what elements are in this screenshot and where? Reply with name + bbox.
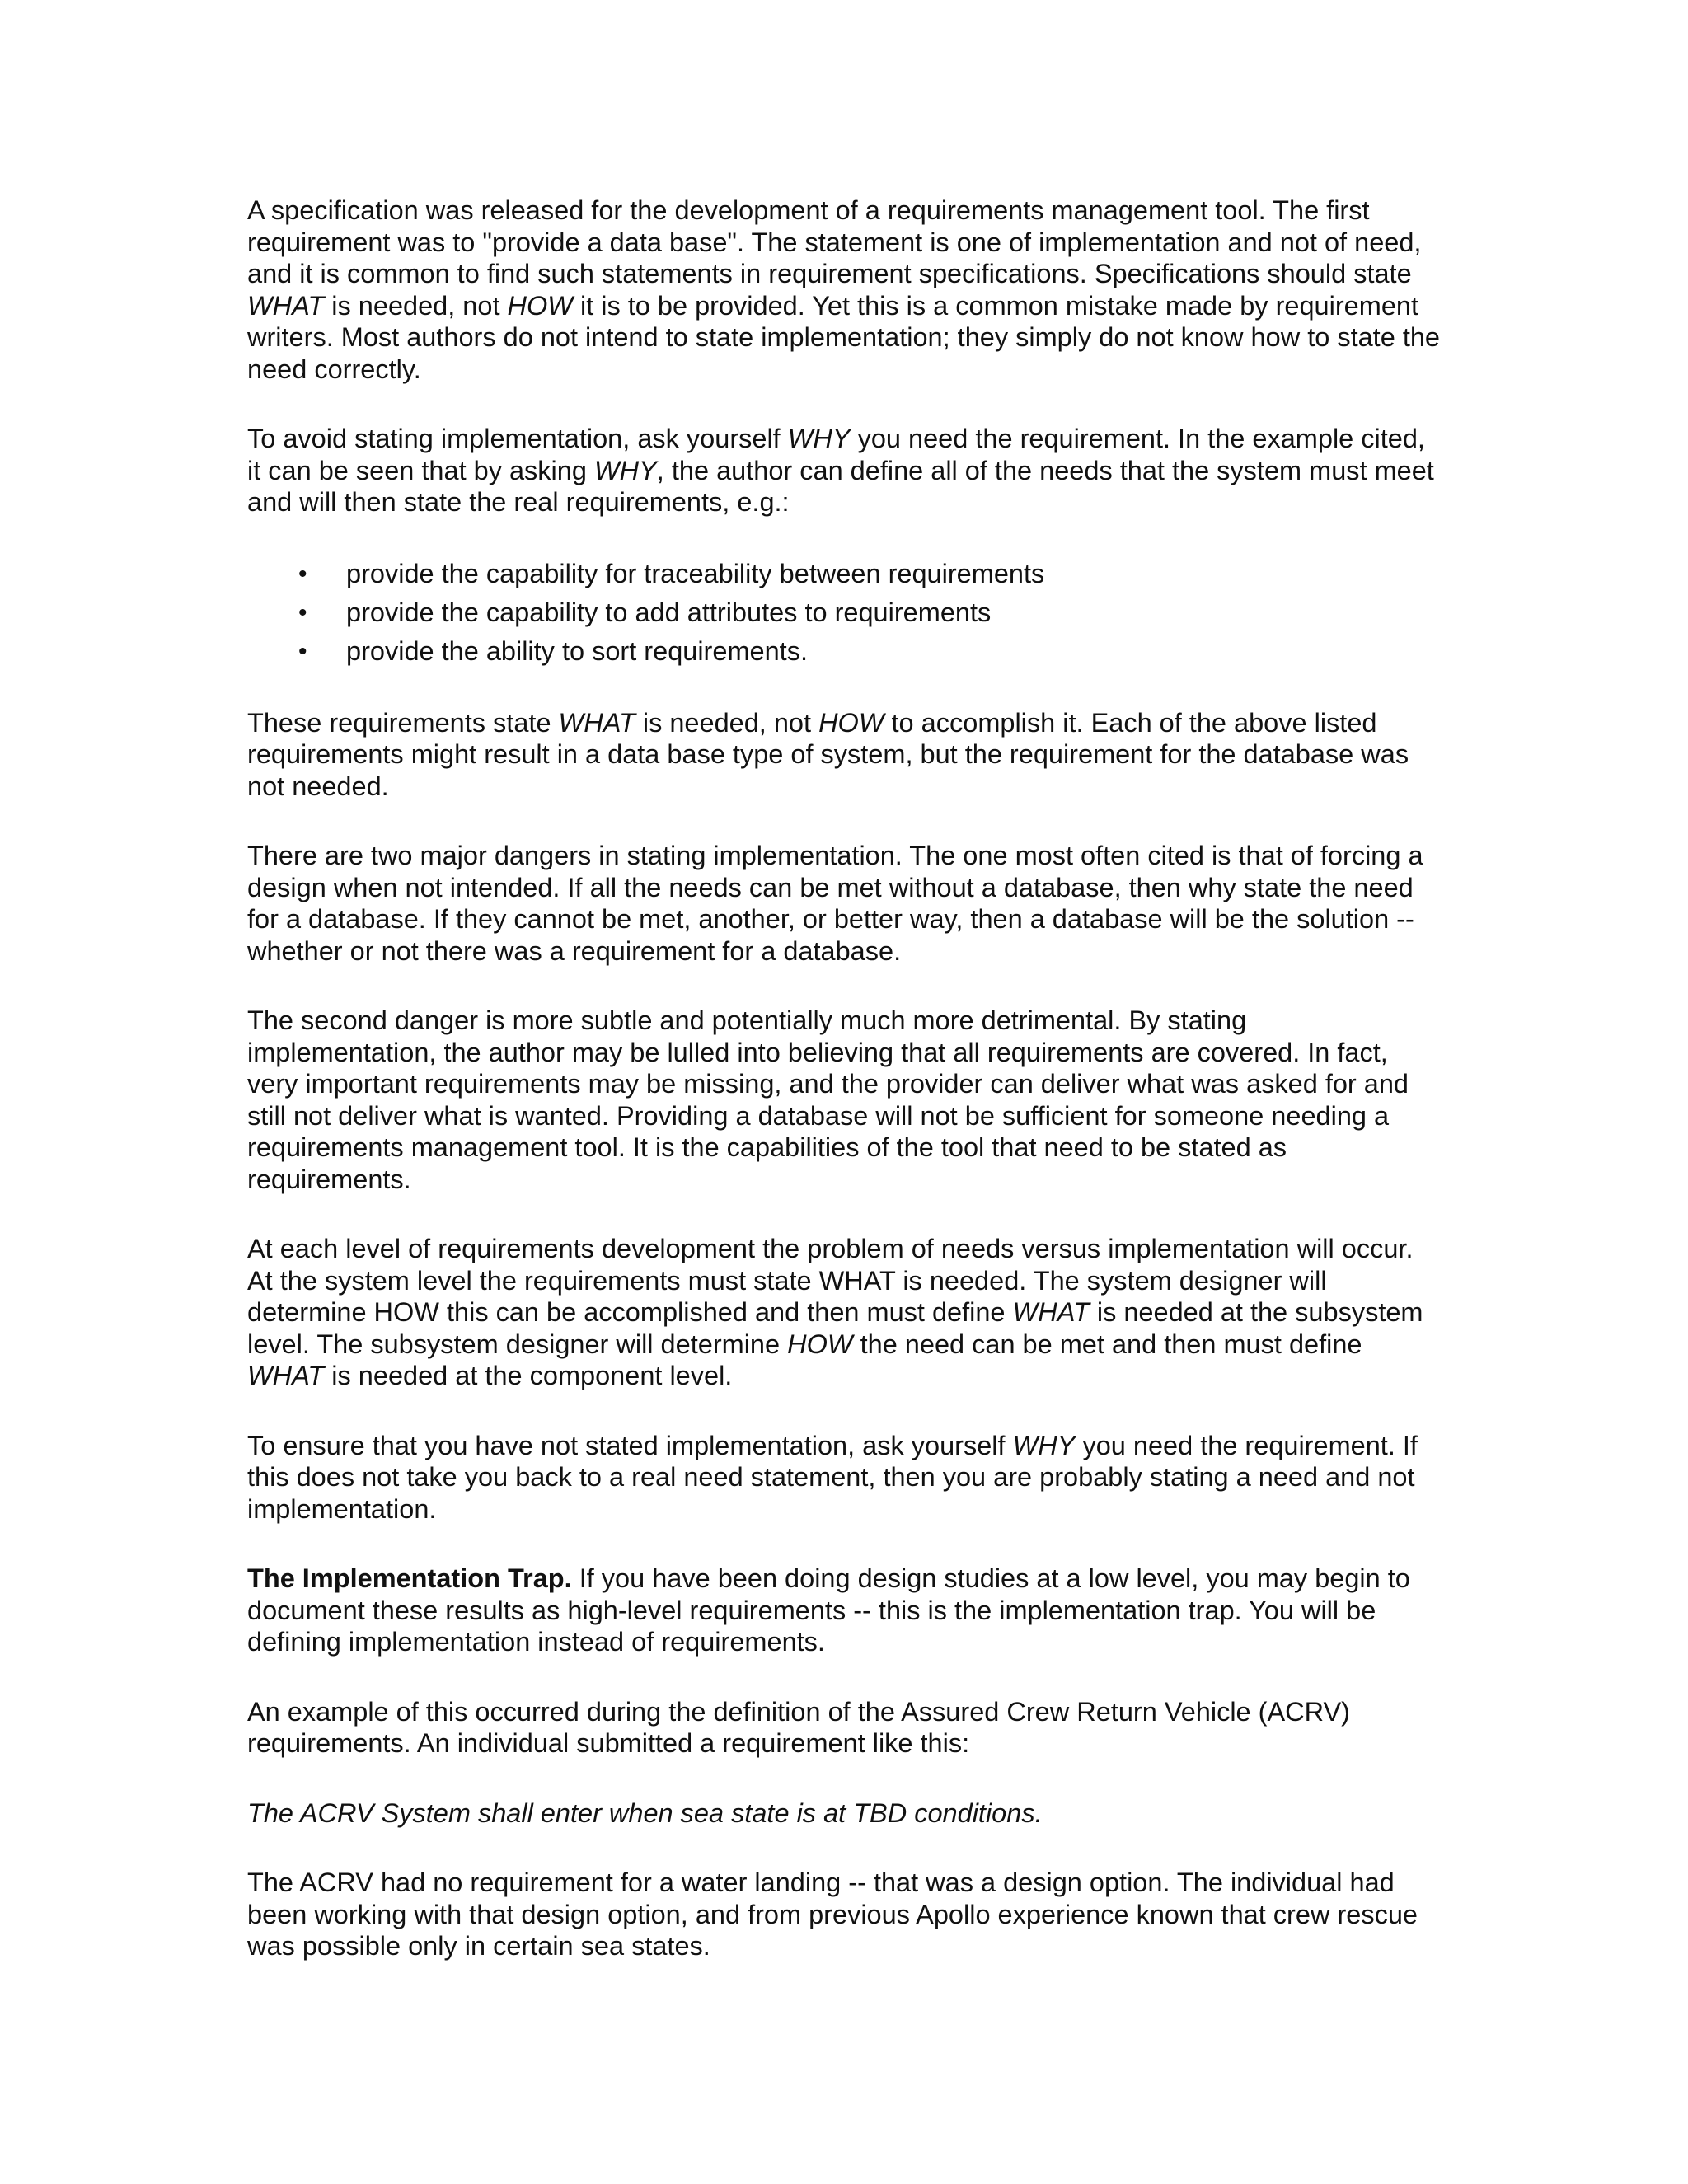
emphasis-how: HOW — [787, 1329, 853, 1359]
emphasis-what: WHAT — [247, 290, 325, 321]
paragraph-avoid-implementation — [247, 423, 1442, 518]
paragraph-second-danger: The second danger is more subtle and potentially much more detrimental. By stating implementation, the author may be lulled into believing that all requirements are covered. In fact, very important requirements may be missing, and the provider can deliver what was asked for and still not deliver what is wanted. Providing a database will not be sufficient for someone needing a requirements management tool. It is the capabilities of the tool that need to be stated as requirements. — [247, 1005, 1409, 1194]
text-run: If you have been doing design studies at a low level, you may begin to document these results as high-level requirements -- this is the implementation trap. You will be defining implementation instead of requirements. — [247, 1563, 1410, 1657]
text-run: , the author can define all of the needs that the system must meet and will then state the real requirements, e.g.: — [247, 455, 1434, 517]
list-item — [247, 632, 1442, 671]
text-run: To avoid stating implementation, ask yourself — [247, 424, 788, 453]
emphasis-why: WHY — [593, 455, 657, 485]
list-item — [247, 555, 1442, 593]
emphasis-how: HOW — [818, 707, 884, 738]
text-run: is needed at the subsystem level. The subsystem designer will determine — [247, 1297, 1423, 1359]
bullet-icon: • — [298, 637, 307, 665]
emphasis-why: WHY — [1012, 1430, 1076, 1460]
list-item-text: provide the capability to add attributes to requirements — [346, 597, 992, 627]
section-heading: The Implementation Trap. — [247, 1563, 572, 1593]
text-run: To ensure that you have not stated implementation, ask yourself — [247, 1430, 1013, 1460]
bullet-icon: • — [298, 560, 307, 588]
paragraph-ensure-not-implementation — [247, 1430, 1442, 1526]
text-run: you need the requirement. If this does not take you back to a real need statement, then you are probably stating a need and not implementation. — [247, 1430, 1418, 1524]
text-run: is needed at the component level. — [324, 1361, 733, 1390]
emphasis-what: WHAT — [558, 707, 635, 738]
quoted-requirement: The ACRV System shall enter when sea state is at TBD conditions. — [247, 1797, 1043, 1828]
text-run: is needed, not — [635, 707, 819, 738]
emphasis-what: WHAT — [247, 1361, 325, 1390]
text-run: to accomplish it. Each of the above listed requirements might result in a data base type of system, but the requirement for the database was not needed. — [247, 707, 1409, 801]
text-run: you need the requirement. In the example cited, it can be seen that by asking — [247, 424, 1425, 485]
emphasis-what: WHAT — [1012, 1297, 1090, 1327]
text-run: the need can be met and then must define — [852, 1329, 1362, 1359]
text-run: it is to be provided. Yet this is a common mistake made by requirement writers. Most authors do not intend to state implementation; they simply do not know how to state the need correctly. — [247, 290, 1440, 384]
paragraph-specification-intro — [247, 194, 1442, 385]
list-item-text: provide the capability for traceability between requirements — [346, 558, 1045, 588]
paragraph-two-dangers: There are two major dangers in stating implementation. The one most often cited is that of forcing a design when not intended. If all the needs can be met without a database, then why state the need for a database. If they cannot be met, another, or better way, then a database will be the solution -- whether or not there was a requirement for a database. — [247, 841, 1423, 966]
emphasis-why: WHY — [787, 424, 851, 453]
paragraph-acrv-requirement-quote — [247, 1797, 1442, 1830]
paragraph-acrv-water-landing: The ACRV had no requirement for a water landing -- that was a design option. The individual had been working with that design option, and from previous Apollo experience known that crew rescue was possible only in certain sea states. — [247, 1868, 1418, 1961]
text-run: A specification was released for the development of a requirements management tool. The first requirement was to "provide a data base". The statement is one of implementation and not of need, and it is common to find such statements in requirement specifications. Specifications should state — [247, 195, 1422, 288]
paragraph-implementation-trap — [247, 1563, 1442, 1658]
list-item — [247, 593, 1442, 632]
emphasis-how: HOW — [507, 290, 573, 321]
requirements-list — [247, 555, 1442, 671]
paragraph-acrv-example: An example of this occurred during the definition of the Assured Crew Return Vehicle (ACRV) requirements. An individual submitted a requirement like this: — [247, 1696, 1351, 1758]
document-body — [247, 194, 1442, 2000]
text-run: At each level of requirements development the problem of needs versus implementation will occur. At the system level the requirements must state WHAT is needed. The system designer will determine HOW this can be accomplished and then must define — [247, 1234, 1414, 1327]
paragraph-requirements-state-what — [247, 707, 1442, 803]
text-run: These requirements state — [247, 707, 559, 738]
text-run: is needed, not — [324, 290, 508, 321]
bullet-icon: • — [298, 598, 307, 626]
paragraph-levels-of-development — [247, 1233, 1442, 1392]
list-item-text: provide the ability to sort requirements. — [346, 635, 808, 666]
